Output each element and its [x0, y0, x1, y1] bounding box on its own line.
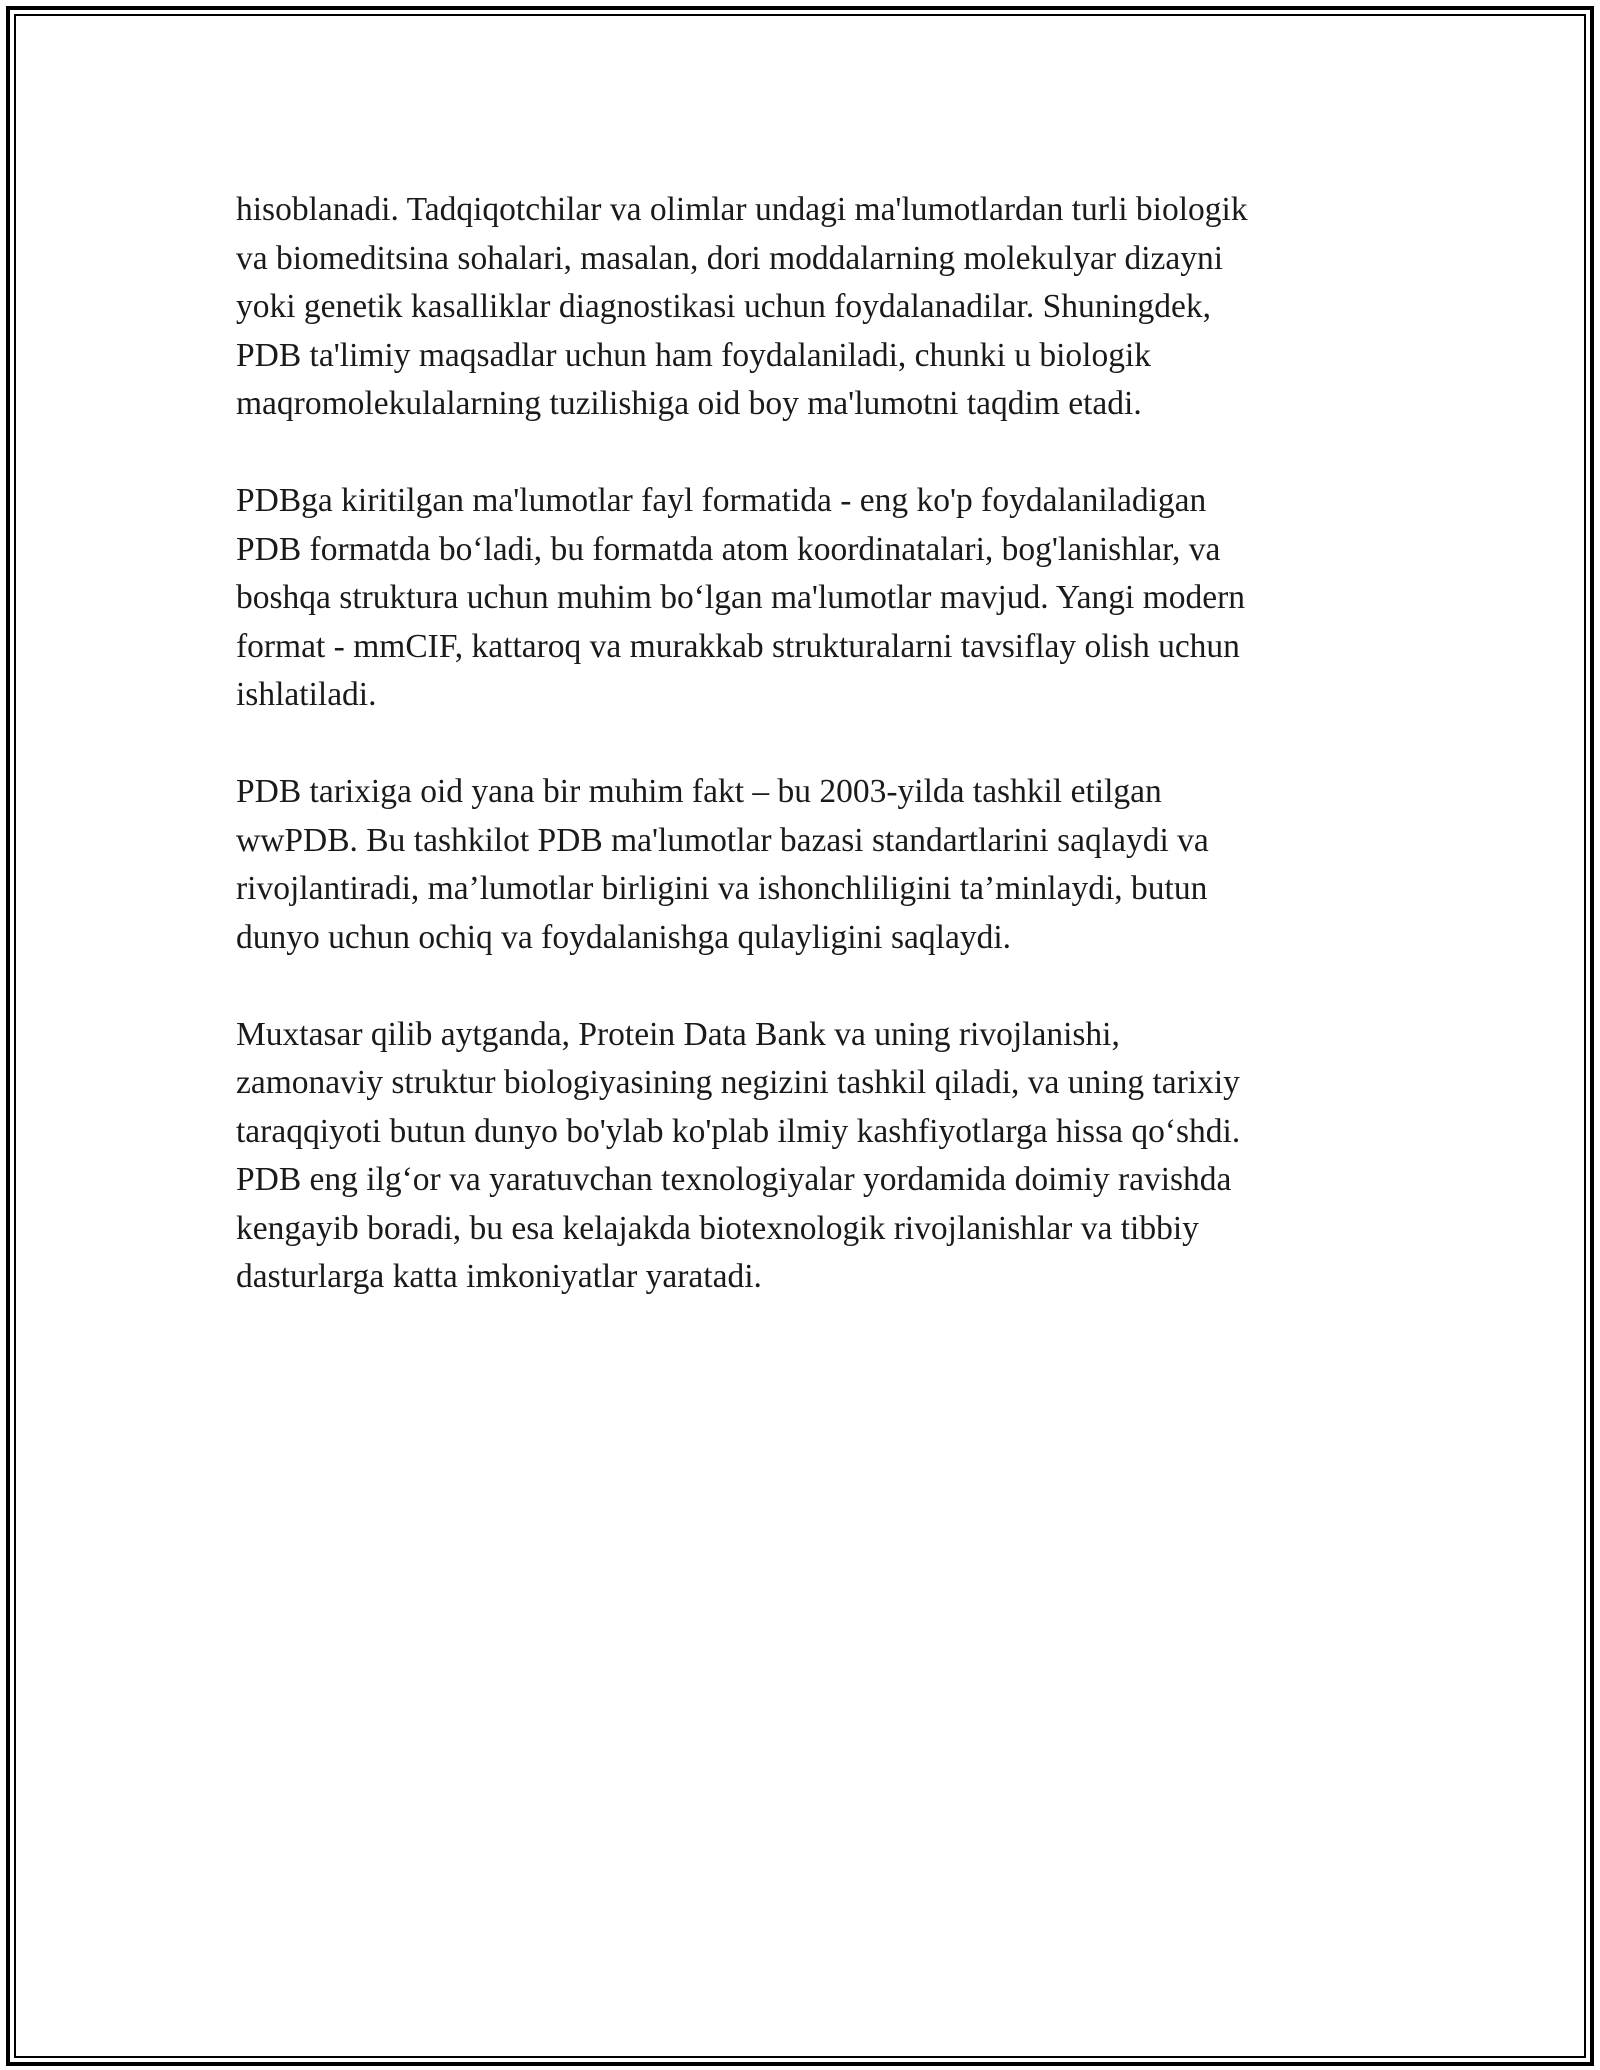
text-line: maqromolekulalarning tuzilishiga oid boy ma'lumotni taqdim etadi.: [236, 385, 1142, 422]
text-line: PDB eng ilg‘or va yaratuvchan texnologiyalar yordamida doimiy ravishda: [236, 1161, 1232, 1198]
text-line: boshqa struktura uchun muhim bo‘lgan ma'lumotlar mavjud. Yangi modern: [236, 579, 1246, 616]
text-line: ishlatiladi.: [236, 676, 377, 713]
paragraph: [236, 186, 1356, 429]
text-line: taraqqiyoti butun dunyo bo'ylab ko'plab ilmiy kashfiyotlarga hissa qo‘shdi.: [236, 1112, 1241, 1150]
text-line: format - mmCIF, kattaroq va murakkab strukturalarni tavsiflay olish uchun: [236, 627, 1240, 665]
text-line: PDB tarixiga oid yana bir muhim fakt – bu 2003-yilda tashkil etilgan: [236, 773, 1162, 810]
text-line: zamonaviy struktur biologiyasining negizini tashkil qiladi, va uning tarixiy: [236, 1064, 1240, 1101]
paragraph: [236, 768, 1356, 962]
text-line: rivojlantiradi, ma’lumotlar birligini va ishonchliligini ta’minlaydi, butun: [236, 870, 1208, 907]
text-line: yoki genetik kasalliklar diagnostikasi uchun foydalanadilar. Shuningdek,: [236, 288, 1212, 325]
text-line: hisoblanadi. Tadqiqotchilar va olimlar undagi ma'lumotlardan turli biologik: [236, 191, 1248, 228]
paragraph: [236, 1011, 1356, 1302]
text-line: PDB formatda bo‘ladi, bu formatda atom koordinatalari, bog'lanishlar, va: [236, 530, 1221, 568]
text-line: dunyo uchun ochiq va foydalanishga qulayligini saqlaydi.: [236, 918, 1011, 956]
document-body: [236, 186, 1356, 1350]
text-line: va biomeditsina sohalari, masalan, dori moddalarning molekulyar dizayni: [236, 239, 1224, 277]
text-line: PDBga kiritilgan ma'lumotlar fayl formatida - eng ko'p foydalaniladigan: [236, 482, 1207, 519]
text-line: PDB ta'limiy maqsadlar uchun ham foydalaniladi, chunki u biologik: [236, 336, 1152, 374]
text-line: Muxtasar qilib aytganda, Protein Data Bank va uning rivojlanishi,: [236, 1015, 1120, 1053]
text-line: kengayib boradi, bu esa kelajakda biotexnologik rivojlanishlar va tibbiy: [236, 1209, 1199, 1247]
text-line: wwPDB. Bu tashkilot PDB ma'lumotlar bazasi standartlarini saqlaydi va: [236, 821, 1209, 859]
paragraph: [236, 477, 1356, 720]
text-line: dasturlarga katta imkoniyatlar yaratadi.: [236, 1258, 762, 1295]
